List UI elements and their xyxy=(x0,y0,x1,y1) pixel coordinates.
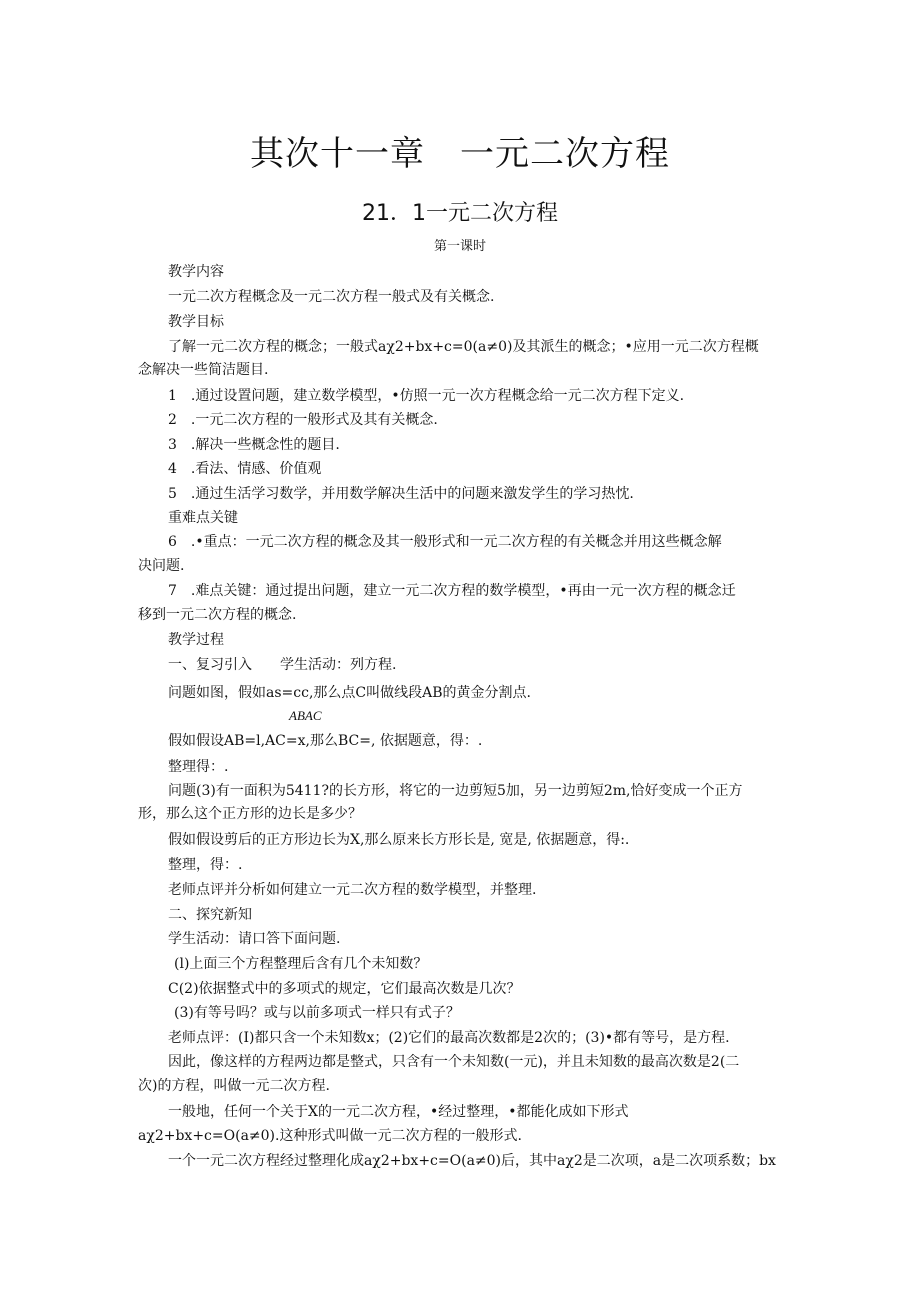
text-line: C(2)依据整式中的多项式的规定，它们最高次数是几次？ xyxy=(168,981,521,997)
text-line: 教学内容 xyxy=(168,264,224,280)
text-line: 5 .通过生活学习数学，并用数学解决生活中的问题来激发学生的学习热忱. xyxy=(168,486,634,502)
text-line: 7 .难点关键：通过提出问题，建立一元二次方程的数学模型，•再由一元一次方程的概念迁 xyxy=(168,583,736,599)
text-line: 4 .看法、情感、价值观 xyxy=(168,461,322,477)
text-line: 1 .通过设置问题，建立数学模型，•仿照一元一次方程概念给一元二次方程下定义. xyxy=(168,388,685,404)
text-line: 一元二次方程概念及一元二次方程一般式及有关概念. xyxy=(168,289,495,305)
text-line: 问题(3)有一面积为5411?的长方形，将它的一边剪短5加，另一边剪短2m,恰好变成一个正方 xyxy=(168,783,743,799)
text-line: (l)上面三个方程整理后含有几个未知数？ xyxy=(174,956,428,972)
text-line: aχ2+bx+c=O(a≠0).这种形式叫做一元二次方程的一般形式. xyxy=(138,1128,522,1144)
text-line: 6 .•重点：一元二次方程的概念及其一般形式和一元二次方程的有关概念并用这些概念解 xyxy=(168,534,722,550)
text-line: 重难点关键 xyxy=(168,510,238,526)
text-line: 整理，得：. xyxy=(168,857,243,873)
text-line: 老师点评并分析如何建立一元二次方程的数学模型，并整理. xyxy=(168,882,537,898)
chapter-title: 其次十一章 一元二次方程 xyxy=(250,134,670,174)
text-line: 形，那么这个正方形的边长是多少？ xyxy=(138,806,362,822)
text-line: 整理得：. xyxy=(168,759,229,775)
text-line: 了解一元二次方程的概念；一般式aχ2+bx+c=0(a≠0)及其派生的概念；•应用一元二次方程概 xyxy=(168,339,759,355)
text-line: 3 .解决一些概念性的题目. xyxy=(168,437,340,453)
text-line: 问题如图，假如as=cc,那么点C叫做线段AB的黄金分割点. xyxy=(168,685,531,701)
text-line: 次)的方程，叫做一元二次方程. xyxy=(138,1078,330,1094)
text-line: 教学过程 xyxy=(168,632,224,648)
text-line: 教学目标 xyxy=(168,314,224,330)
text-line: 因此，像这样的方程两边都是整式，只含有一个未知数(一元)，并且未知数的最高次数是2(二 xyxy=(168,1054,740,1070)
text-line: 假如假设AB=l,AC=x,那么BC=, 依据题意，得：. xyxy=(168,733,483,749)
text-line: 一个一元二次方程经过整理化成aχ2+bx+c=O(a≠0)后，其中aχ2是二次项，a是二次项系数；bx xyxy=(168,1153,776,1169)
text-line: 念解决一些简洁题目. xyxy=(138,362,269,378)
text-line: 移到一元二次方程的概念. xyxy=(138,607,297,623)
text-line: 学生活动：请口答下面问题. xyxy=(168,931,341,947)
section-title: 21．1一元二次方程 xyxy=(362,201,558,226)
text-line: 老师点评：(I)都只含一个未知数x；(2)它们的最高次数都是2次的；(3)•都有等号，是方程. xyxy=(168,1030,730,1046)
text-line: (3)有等号吗？或与以前多项式一样只有式子？ xyxy=(174,1005,460,1021)
text-line: 假如假设剪后的正方形边长为X,那么原来长方形长是, 宽是, 依据题意，得:. xyxy=(168,832,630,848)
text-line: 二、探究新知 xyxy=(168,907,252,923)
fraction-label: ABAC xyxy=(289,708,322,723)
text-line: 一、复习引入 学生活动：列方程. xyxy=(168,657,397,673)
text-line: 决问题. xyxy=(138,558,185,574)
text-line: 2 .一元二次方程的一般形式及其有关概念. xyxy=(168,412,438,428)
lesson-label: 第一课时 xyxy=(433,239,486,254)
text-line: 一般地，任何一个关于X的一元二次方程，•经过整理，•都能化成如下形式 xyxy=(168,1104,629,1120)
